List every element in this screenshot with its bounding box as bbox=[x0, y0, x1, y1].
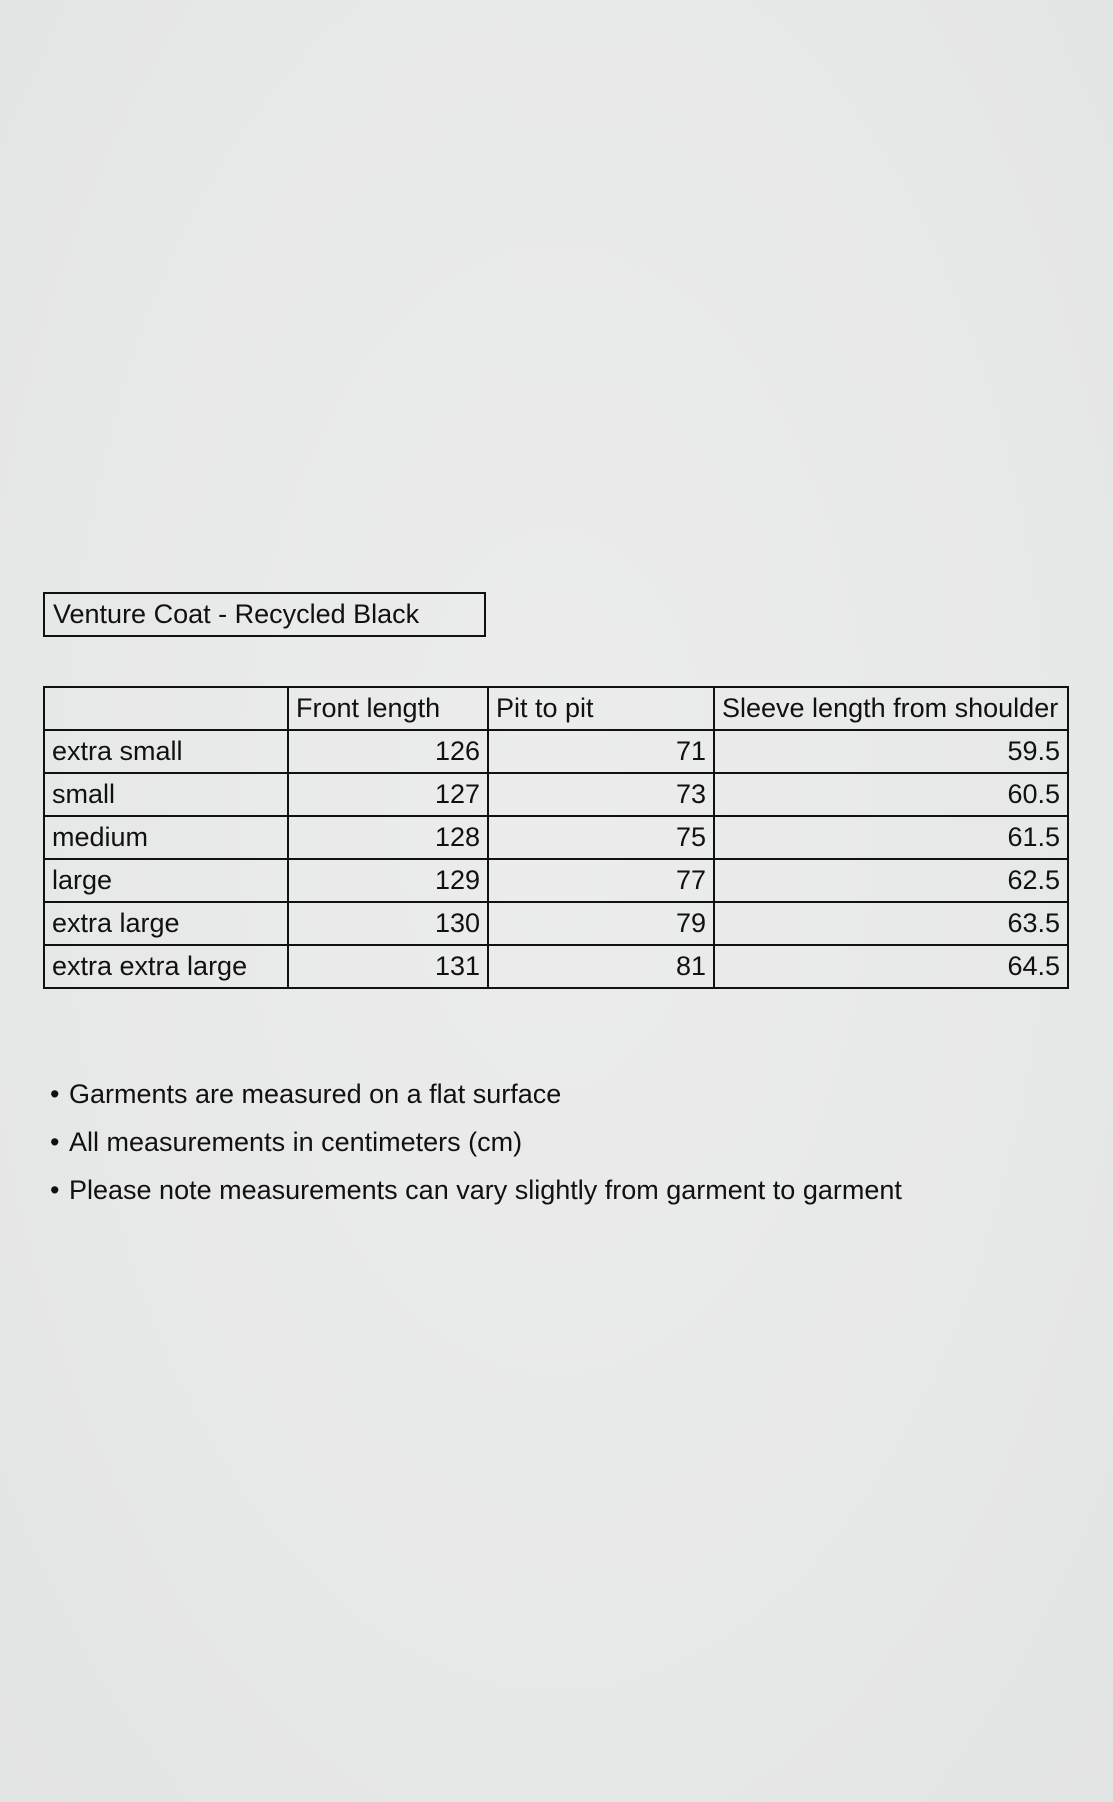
sleeve-length-value: 61.5 bbox=[714, 816, 1068, 859]
note-item bbox=[50, 1166, 902, 1214]
front-length-value: 127 bbox=[288, 773, 488, 816]
sleeve-length-value: 63.5 bbox=[714, 902, 1068, 945]
table-header-row bbox=[44, 687, 1068, 730]
note-text: All measurements in centimeters (cm) bbox=[69, 1127, 523, 1157]
table-row bbox=[44, 773, 1068, 816]
pit-to-pit-value: 71 bbox=[488, 730, 714, 773]
pit-to-pit-value: 81 bbox=[488, 945, 714, 988]
note-text: Garments are measured on a flat surface bbox=[69, 1079, 562, 1109]
note-text: Please note measurements can vary slightly from garment to garment bbox=[69, 1175, 902, 1205]
front-length-value: 129 bbox=[288, 859, 488, 902]
size-chart-table bbox=[43, 686, 1069, 989]
header-sleeve-length: Sleeve length from shoulder bbox=[714, 687, 1068, 730]
size-label: extra extra large bbox=[44, 945, 288, 988]
front-length-value: 131 bbox=[288, 945, 488, 988]
bullet-icon: • bbox=[50, 1079, 60, 1109]
sleeve-length-value: 62.5 bbox=[714, 859, 1068, 902]
header-pit-to-pit: Pit to pit bbox=[488, 687, 714, 730]
header-front-length: Front length bbox=[288, 687, 488, 730]
bullet-icon: • bbox=[50, 1175, 60, 1205]
note-item bbox=[50, 1070, 902, 1118]
pit-to-pit-value: 77 bbox=[488, 859, 714, 902]
size-label: large bbox=[44, 859, 288, 902]
table-row bbox=[44, 859, 1068, 902]
size-label: extra small bbox=[44, 730, 288, 773]
pit-to-pit-value: 79 bbox=[488, 902, 714, 945]
table-row bbox=[44, 730, 1068, 773]
table-row bbox=[44, 816, 1068, 859]
sleeve-length-value: 59.5 bbox=[714, 730, 1068, 773]
sleeve-length-value: 60.5 bbox=[714, 773, 1068, 816]
front-length-value: 128 bbox=[288, 816, 488, 859]
pit-to-pit-value: 75 bbox=[488, 816, 714, 859]
front-length-value: 126 bbox=[288, 730, 488, 773]
size-label: small bbox=[44, 773, 288, 816]
bullet-icon: • bbox=[50, 1127, 60, 1157]
product-title: Venture Coat - Recycled Black bbox=[43, 592, 486, 637]
table-row bbox=[44, 945, 1068, 988]
size-label: extra large bbox=[44, 902, 288, 945]
header-empty-cell bbox=[44, 687, 288, 730]
pit-to-pit-value: 73 bbox=[488, 773, 714, 816]
sleeve-length-value: 64.5 bbox=[714, 945, 1068, 988]
note-item bbox=[50, 1118, 902, 1166]
front-length-value: 130 bbox=[288, 902, 488, 945]
measurement-notes bbox=[50, 1070, 902, 1214]
table-row bbox=[44, 902, 1068, 945]
size-label: medium bbox=[44, 816, 288, 859]
